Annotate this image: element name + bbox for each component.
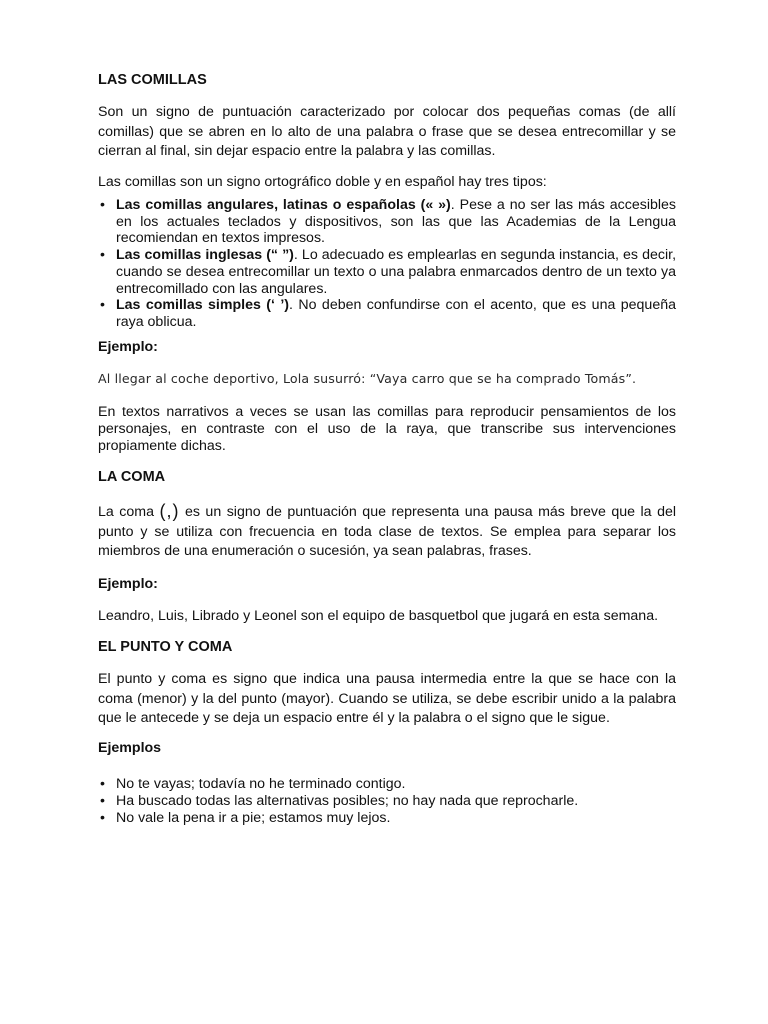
list-item [100,809,676,827]
coma-definition [98,503,676,562]
section-title: LA COMA [98,469,166,485]
bullet-icon: • [100,247,105,264]
list-item-text: . Pese a no ser las más accesibles en los actuales teclados y dispositivos, son las que las Academias de la Lengua recomiendan en textos impresos. [116,197,676,247]
list-item-text: Ha buscado todas las alternativas posibles; no hay nada que reprocharle. [116,792,579,809]
section-title: LAS COMILLAS [98,72,207,88]
example-label: Ejemplo: [98,339,158,355]
coma-definition-rest: es un signo de puntuación que representa una pausa más breve que la del punto y se utiliza con frecuencia en toda clase de textos. Se emplea para separar los miembros de una enumeración o sucesión, ya sean palabras, frases. [98,504,676,559]
list-item [100,197,676,247]
list-item [100,247,677,297]
coma-definition-start: La coma [98,504,160,520]
list-item-text: . No deben confundirse con el acento, que es una pequeña raya oblicua. [116,297,676,330]
comillas-types-list [100,197,677,331]
comillas-types-intro: Las comillas son un signo ortográfico doble y en español hay tres tipos: [98,174,547,190]
section-title: EL PUNTO Y COMA [98,639,233,655]
coma-symbol: (,) [159,501,180,521]
bullet-icon: • [100,792,105,809]
bullet-icon: • [100,197,105,213]
punto-y-coma-definition: El punto y coma es signo que indica una pausa intermedia entre la que se hace con la coma (menor) y la del punto (mayor). Cuando se utiliza, se debe escribir unido a la palabra que le antecede y se deja un espacio entre él y la palabra o el signo que le sigue. [98,671,676,726]
bullet-icon: • [100,809,105,826]
punto-y-coma-examples-list [100,776,676,826]
example-text: Leandro, Luis, Librado y Leonel son el equipo de basquetbol que jugará en esta semana. [98,608,659,624]
example-label: Ejemplo: [98,576,158,592]
list-item [100,792,676,810]
list-item-term: Las comillas inglesas (“ ”) [116,247,294,264]
list-item-text: . Lo adecuado es emplearlas en segunda instancia, es decir, cuando se desea entrecomillar un texto o una palabra enmarcados dentro de un texto ya entrecomillado con las angulares. [116,247,677,297]
list-item [100,776,676,793]
example-text: Al llegar al coche deportivo, Lola susurró: “Vaya carro que se ha comprado Tomás”. [98,371,637,386]
comillas-narrative-note: En textos narrativos a veces se usan las comillas para reproducir pensamientos de los personajes, en contraste con el uso de la raya, que transcribe sus intervenciones propiamente dichas. [98,404,676,454]
list-item-text: No vale la pena ir a pie; estamos muy lejos. [116,809,391,826]
examples-label: Ejemplos [98,740,162,756]
list-item [100,297,676,330]
bullet-icon: • [100,776,105,792]
comillas-definition: Son un signo de puntuación caracterizado por colocar dos pequeñas comas (de allí comillas) que se abren en lo alto de una palabra o frase que se desea entrecomillar y se cierran al final, sin dejar espacio entre la palabra y las comillas. [98,104,676,159]
list-item-term: Las comillas simples (‘ ’) [116,297,290,314]
bullet-icon: • [100,297,105,314]
list-item-text: No te vayas; todavía no he terminado contigo. [116,776,406,792]
list-item-term: Las comillas angulares, latinas o españolas (« ») [116,197,451,213]
